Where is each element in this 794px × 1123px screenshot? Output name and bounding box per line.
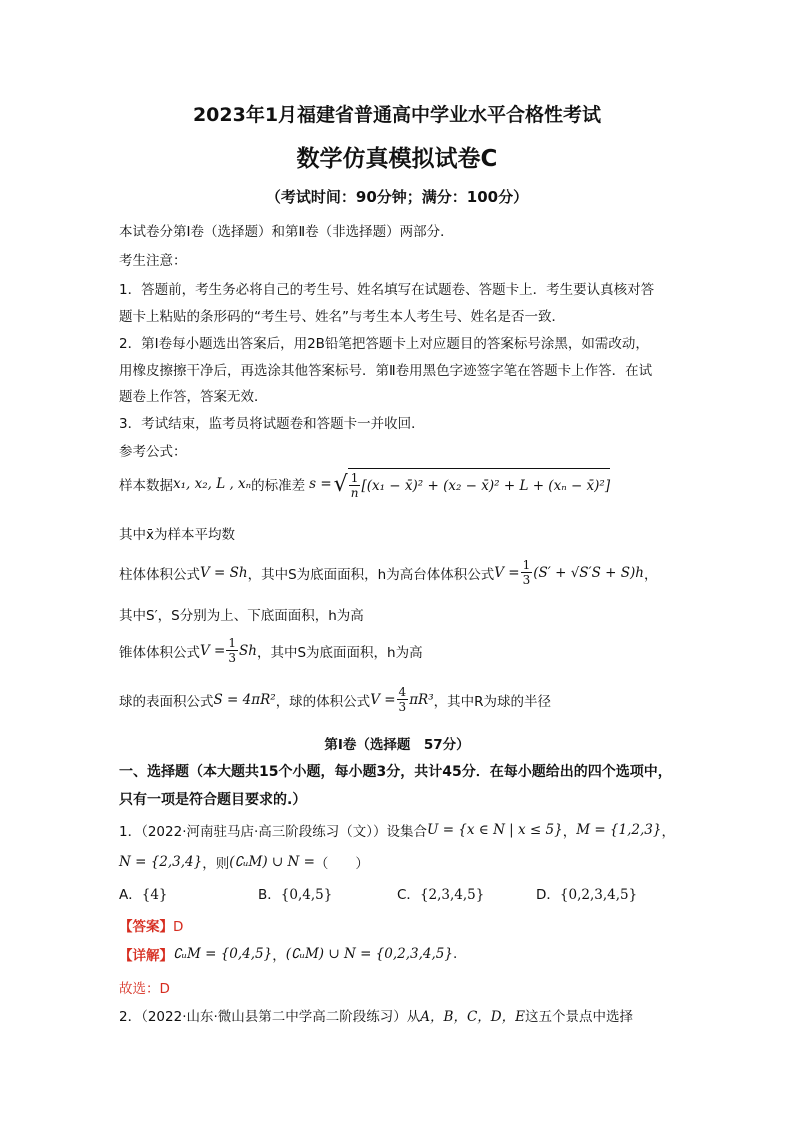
q1-answer [119, 915, 183, 935]
mean-note: 其中x̄为样本平均数 [119, 527, 235, 543]
q1-blank: （ ） [314, 856, 369, 872]
cone-lhs: V = [200, 642, 226, 659]
std-radicand: [(x₁ − x̄)² + (x₂ − x̄)² + L + (xₙ − x̄)²] [361, 477, 611, 494]
prism-frustum-formula [119, 558, 657, 587]
q1-option-a: A．{4} [119, 887, 168, 903]
q1-set-u: U = {x ∈ N | x ≤ 5} [427, 822, 563, 838]
part1-heading: 第Ⅰ卷（选择题 57分） [324, 737, 470, 753]
q1-stem: 1．（2022·河南驻马店·高三阶段练习（文））设集合 [119, 824, 428, 840]
notice-3: 3．考试结束，监考员将试题卷和答题卡一并收回． [119, 416, 425, 432]
notice-2a: 2．第Ⅰ卷每小题选出答案后，用2B铅笔把答题卡上对应题目的答案标号涂黑，如需改动， [119, 336, 649, 352]
q1-stem-line1 [119, 820, 675, 840]
std-dev-formula [119, 468, 610, 500]
q1-option-b: B．{0,4,5} [258, 887, 333, 903]
q1-expr: (∁ᵤM) ∪ N = [229, 854, 315, 870]
intro-line: 本试卷分第Ⅰ卷（选择题）和第Ⅱ卷（非选择题）两部分． [119, 224, 454, 240]
choose-label: 故选： [119, 981, 160, 997]
cone-fraction: $\frac{1}{3}$ [228, 636, 236, 665]
exam-title: 2023年1月福建省普通高中学业水平合格性考试 [192, 104, 602, 126]
q1-stem-b: ，则 [202, 856, 230, 872]
sphere-formula [119, 685, 551, 714]
q1-detail [119, 944, 457, 964]
choose-value: D [159, 981, 170, 997]
q1-choose [119, 977, 170, 997]
exam-time-note: （考试时间：90分钟；满分：100分） [265, 188, 529, 206]
detail-b: (∁ᵤM) ∪ N = {0,2,3,4,5} [285, 946, 453, 962]
detail-label: 【详解】 [119, 948, 173, 964]
frustum-lhs: V = [494, 564, 520, 581]
detail-end: . [452, 946, 458, 962]
notice-2b: 用橡皮擦擦干净后，再选涂其他答案标号．第Ⅱ卷用黑色字迹签字笔在答题卡上作答．在试 [119, 363, 653, 379]
notice-2c: 题卷上作答，答案无效． [119, 389, 268, 405]
sphere-area: S = 4πR² [213, 691, 276, 708]
sphere-text-3: ，其中R为球的半径 [433, 693, 552, 710]
sphere-fraction: $\frac{4}{3}$ [398, 685, 407, 714]
sqrt-icon: √ [333, 471, 348, 497]
q1-stem-line2 [119, 852, 369, 872]
cone-rhs: Sh [239, 642, 257, 659]
notice-1a: 1．答题前，考生务必将自己的考生号、姓名填写在试题卷、答题卡上．考生要认真核对答 [119, 282, 655, 298]
std-prefix: 样本数据 [119, 478, 173, 494]
q2-stem: 2．（2022·山东·微山县第二中学高二阶段练习）从 [119, 1009, 421, 1025]
cone-text-2: ，其中S为底面面积，h为高 [256, 644, 423, 661]
section-heading-1: 一、选择题（本大题共15个小题，每小题3分，共计45分．在每小题给出的四个选项中， [119, 764, 672, 780]
q2-stem-line1 [119, 1005, 633, 1025]
cone-text: 锥体体积公式 [119, 644, 200, 661]
sphere-text-2: ，球的体积公式 [275, 693, 371, 710]
q2-vars: A，B，C，D，E [420, 1009, 525, 1025]
detail-mid: ， [272, 948, 286, 964]
prism-formula: V = Sh [200, 564, 248, 581]
cone-formula [119, 636, 423, 665]
prism-text: 柱体体积公式 [119, 566, 200, 583]
frustum-rhs: (S′ + √S′S + S)h [533, 564, 644, 581]
detail-a: ∁ᵤM = {0,4,5} [173, 946, 273, 962]
prism-text-2: ，其中S为底面面积，h为高台体体积公式 [247, 566, 495, 583]
notice-label: 考生注意： [119, 253, 187, 269]
sphere-vol-lhs: V = [370, 691, 396, 708]
q1-comma-2: ， [661, 824, 675, 840]
frustum-note: 其中S′，S分别为上、下底面面积，h为高 [119, 608, 364, 624]
q1-set-m: M = {1,2,3} [576, 822, 662, 838]
sphere-vol-rhs: πR³ [409, 691, 434, 708]
answer-label: 【答案】 [119, 919, 173, 935]
notice-1b: 题卡上粘贴的条形码的“考生号、姓名”与考生本人考生号、姓名是否一致． [119, 309, 565, 325]
exam-subtitle: 数学仿真模拟试卷C [296, 146, 498, 172]
q1-set-n: N = {2,3,4} [119, 854, 203, 870]
std-mid: 的标准差 [251, 478, 306, 494]
q1-comma: ， [562, 824, 577, 840]
q1-option-d: D．{0,2,3,4,5} [536, 887, 638, 903]
std-fraction: $\frac{1}{n}$ [350, 471, 359, 500]
sphere-text: 球的表面积公式 [119, 693, 214, 710]
frustum-fraction: $\frac{1}{3}$ [522, 558, 531, 587]
std-radicand-box [348, 468, 610, 500]
q2-stem-b: 这五个景点中选择 [524, 1009, 633, 1025]
section-heading-2: 只有一项是符合题目要求的.） [119, 792, 307, 808]
answer-value: D [173, 919, 184, 935]
std-vars: x₁, x₂, L , xₙ [173, 476, 252, 492]
std-lhs: s = [309, 476, 332, 492]
frustum-tail: ， [643, 566, 658, 583]
formula-label: 参考公式： [119, 444, 187, 460]
q1-option-c: C．{2,3,4,5} [397, 887, 485, 903]
